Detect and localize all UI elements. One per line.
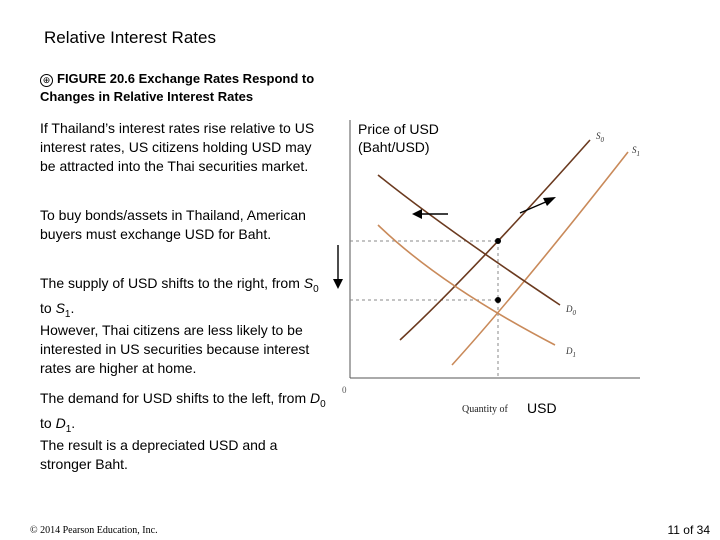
p5-d1-sub: 1	[65, 423, 72, 435]
p3-s0: S	[303, 275, 314, 291]
label-s1: $S_1$	[632, 145, 640, 158]
figure-caption-text: FIGURE 20.6 Exchange Rates Respond to Changes in Relative Interest Rates	[40, 71, 315, 104]
label-s0: $S_0$	[596, 131, 604, 144]
p5-to: to	[40, 414, 56, 431]
paragraph-2: To buy bonds/assets in Thailand, American buyers must exchange USD for Baht.	[40, 207, 306, 242]
left-arrow-icon	[412, 209, 448, 219]
y-axis-label-line1: Price of USD	[358, 121, 439, 137]
down-arrow-icon	[333, 245, 343, 289]
p5-end: .	[71, 414, 76, 431]
p5-d0-sub: 0	[320, 398, 326, 410]
label-d0: $D_0$	[566, 304, 576, 317]
figure-icon: ⊕	[40, 74, 53, 87]
supply-curve-s1	[452, 152, 628, 365]
supply-curve-s0	[400, 140, 590, 340]
p3-prefix: The supply of USD shifts to the right, from	[40, 275, 304, 291]
p5-d1: D	[55, 414, 66, 431]
page-number: 11 of 34	[667, 523, 710, 537]
equilibrium-point-initial	[495, 238, 501, 244]
x-axis-label-small: Quantity of	[462, 404, 508, 415]
slide-title: Relative Interest Rates	[44, 28, 216, 47]
demand-curve-d0	[378, 175, 560, 305]
p3-to: to	[40, 299, 56, 316]
p5-d0: D	[310, 390, 321, 406]
equilibrium-point-new	[495, 297, 501, 303]
y-axis-label-line2: (Baht/USD)	[358, 139, 430, 155]
p3-s0-sub: 0	[313, 283, 319, 295]
right-arrow-icon	[520, 197, 556, 213]
x-axis-label-usd: USD	[527, 400, 557, 416]
paragraph-6: The result is a depreciated USD and a stronger Baht.	[40, 437, 278, 472]
paragraph-1: If Thailand’s interest rates rise relative to US interest rates, US citizens holding USD may be attracted into the Thai securities market.	[40, 120, 315, 174]
demand-curve-d1	[378, 225, 555, 345]
p3-s1: S	[55, 299, 65, 316]
label-d1: $D_1$	[566, 346, 576, 359]
copyright-text: © 2014 Pearson Education, Inc.	[30, 525, 158, 536]
y-axis-label	[358, 120, 439, 156]
p5-prefix: The demand for USD shifts to the left, from	[40, 390, 310, 406]
origin-label: 0	[342, 385, 347, 395]
paragraph-4: However, Thai citizens are less likely to be interested in US securities because interest rates are higher at home.	[40, 322, 310, 376]
p3-end: .	[70, 299, 75, 316]
p3-s1-sub: 1	[64, 308, 71, 320]
